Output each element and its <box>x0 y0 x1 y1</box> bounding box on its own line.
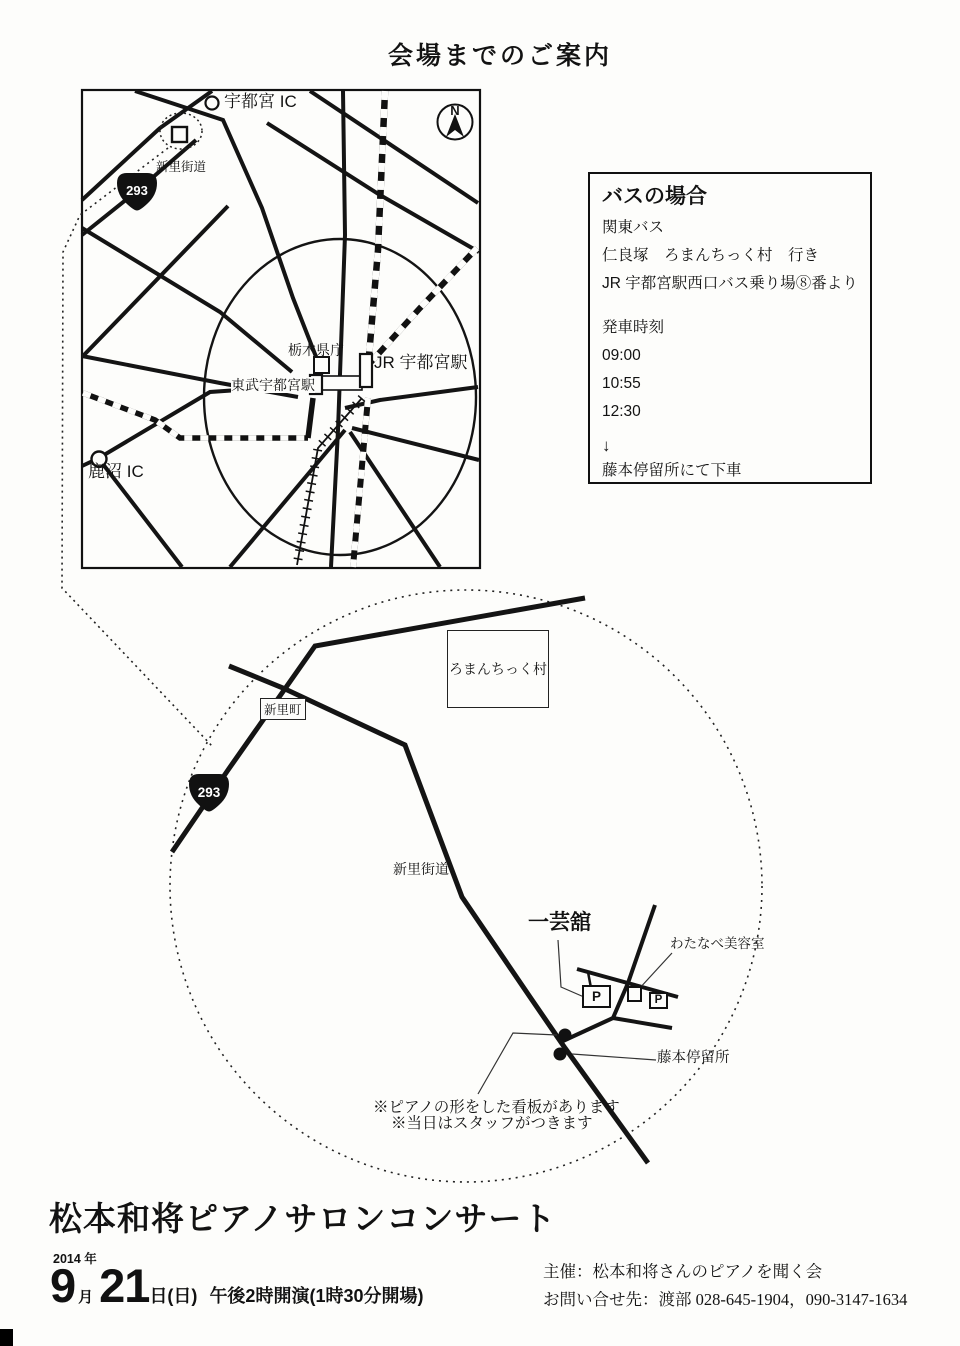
niisatomachi-label: 新里町 <box>264 703 302 717</box>
overview-map-border <box>82 90 480 568</box>
parking-p-label: P <box>591 989 601 1004</box>
station-street <box>322 376 362 390</box>
kanuma-ic-label: 鹿沼 IC <box>88 462 144 481</box>
event-time: 午後2時開演(1時30分開場) <box>209 1286 424 1306</box>
watanabe-salon-label: わたなべ美容室 <box>670 936 765 951</box>
map-note-1: ※ピアノの形をした看板があります <box>373 1099 620 1116</box>
prefectural-office-label: 栃木県庁 <box>288 342 344 358</box>
parking-p-label: P <box>654 994 663 1006</box>
niisatomachi-box <box>260 698 306 720</box>
event-date <box>50 1258 423 1313</box>
event-day-unit: 日(日) <box>149 1286 198 1306</box>
event-month-unit: 月 <box>78 1289 94 1306</box>
magnifier-cone-line <box>62 148 212 746</box>
romantic-village-label: ろまんちっく村 <box>449 661 547 677</box>
tobu-utsunomiya-label: 東武宇都宮駅 <box>231 377 315 393</box>
route-293-label-detail: 293 <box>197 785 221 800</box>
jr-utsunomiya-label: JR 宇都宮駅 <box>374 353 468 372</box>
event-year: 2014 年 <box>53 1252 97 1266</box>
detail-roads <box>172 598 678 1163</box>
niisato-kaido-label-detail: 新里街道 <box>393 861 449 877</box>
bus-boarding: JR 宇都宮駅西口バス乗り場⑧番より <box>602 275 858 292</box>
departure-header: 発車時刻 <box>602 319 665 336</box>
event-contact: お問い合せ先：渡部 028-645-1904，090-3147-1634 <box>543 1290 908 1309</box>
utsunomiya-ic-label: 宇都宮 IC <box>224 92 297 111</box>
departure-time: 09:00 <box>602 347 641 364</box>
bus-route: 仁良塚 ろまんちっく村 行き <box>602 247 820 264</box>
venue-square-marker <box>172 127 187 142</box>
bus-info-title: バスの場合 <box>602 185 707 208</box>
scan-artifact <box>0 1329 13 1346</box>
bus-alight: 藤本停留所にて下車 <box>602 462 742 479</box>
bus-stop-dot <box>554 1048 567 1061</box>
departure-time: 10:55 <box>602 375 641 392</box>
compass-n-label: N <box>450 103 460 118</box>
salon-building-marker <box>628 987 641 1001</box>
event-title: 松本和将ピアノサロンコンサート <box>49 1202 557 1238</box>
event-day-number: 21 <box>99 1259 150 1312</box>
map-note-2: ※当日はスタッフがつきます <box>391 1115 593 1132</box>
jr-station-marker <box>360 354 372 387</box>
route-293-label-top: 293 <box>126 183 148 198</box>
utsunomiya-ic-marker <box>206 97 219 110</box>
bus-stop-dot <box>559 1029 572 1042</box>
overview-roads <box>82 91 479 567</box>
page-title: 会場までのご案内 <box>388 42 613 70</box>
down-arrow-icon: ↓ <box>602 436 611 455</box>
event-organizer: 主催：松本和将さんのピアノを聞く会 <box>543 1262 823 1281</box>
romantic-village-box <box>447 630 549 708</box>
niisato-kaido-label-top: 新里街道 <box>156 160 207 174</box>
ichigeikan-venue-label: 一芸舘 <box>528 911 591 934</box>
prefectural-office-marker <box>314 357 329 373</box>
bus-info-box <box>588 172 872 484</box>
event-month-number: 9 <box>50 1259 76 1312</box>
departure-time: 12:30 <box>602 403 641 420</box>
bus-company: 関東バス <box>602 219 665 236</box>
fujimoto-stop-label: 藤本停留所 <box>657 1050 730 1066</box>
